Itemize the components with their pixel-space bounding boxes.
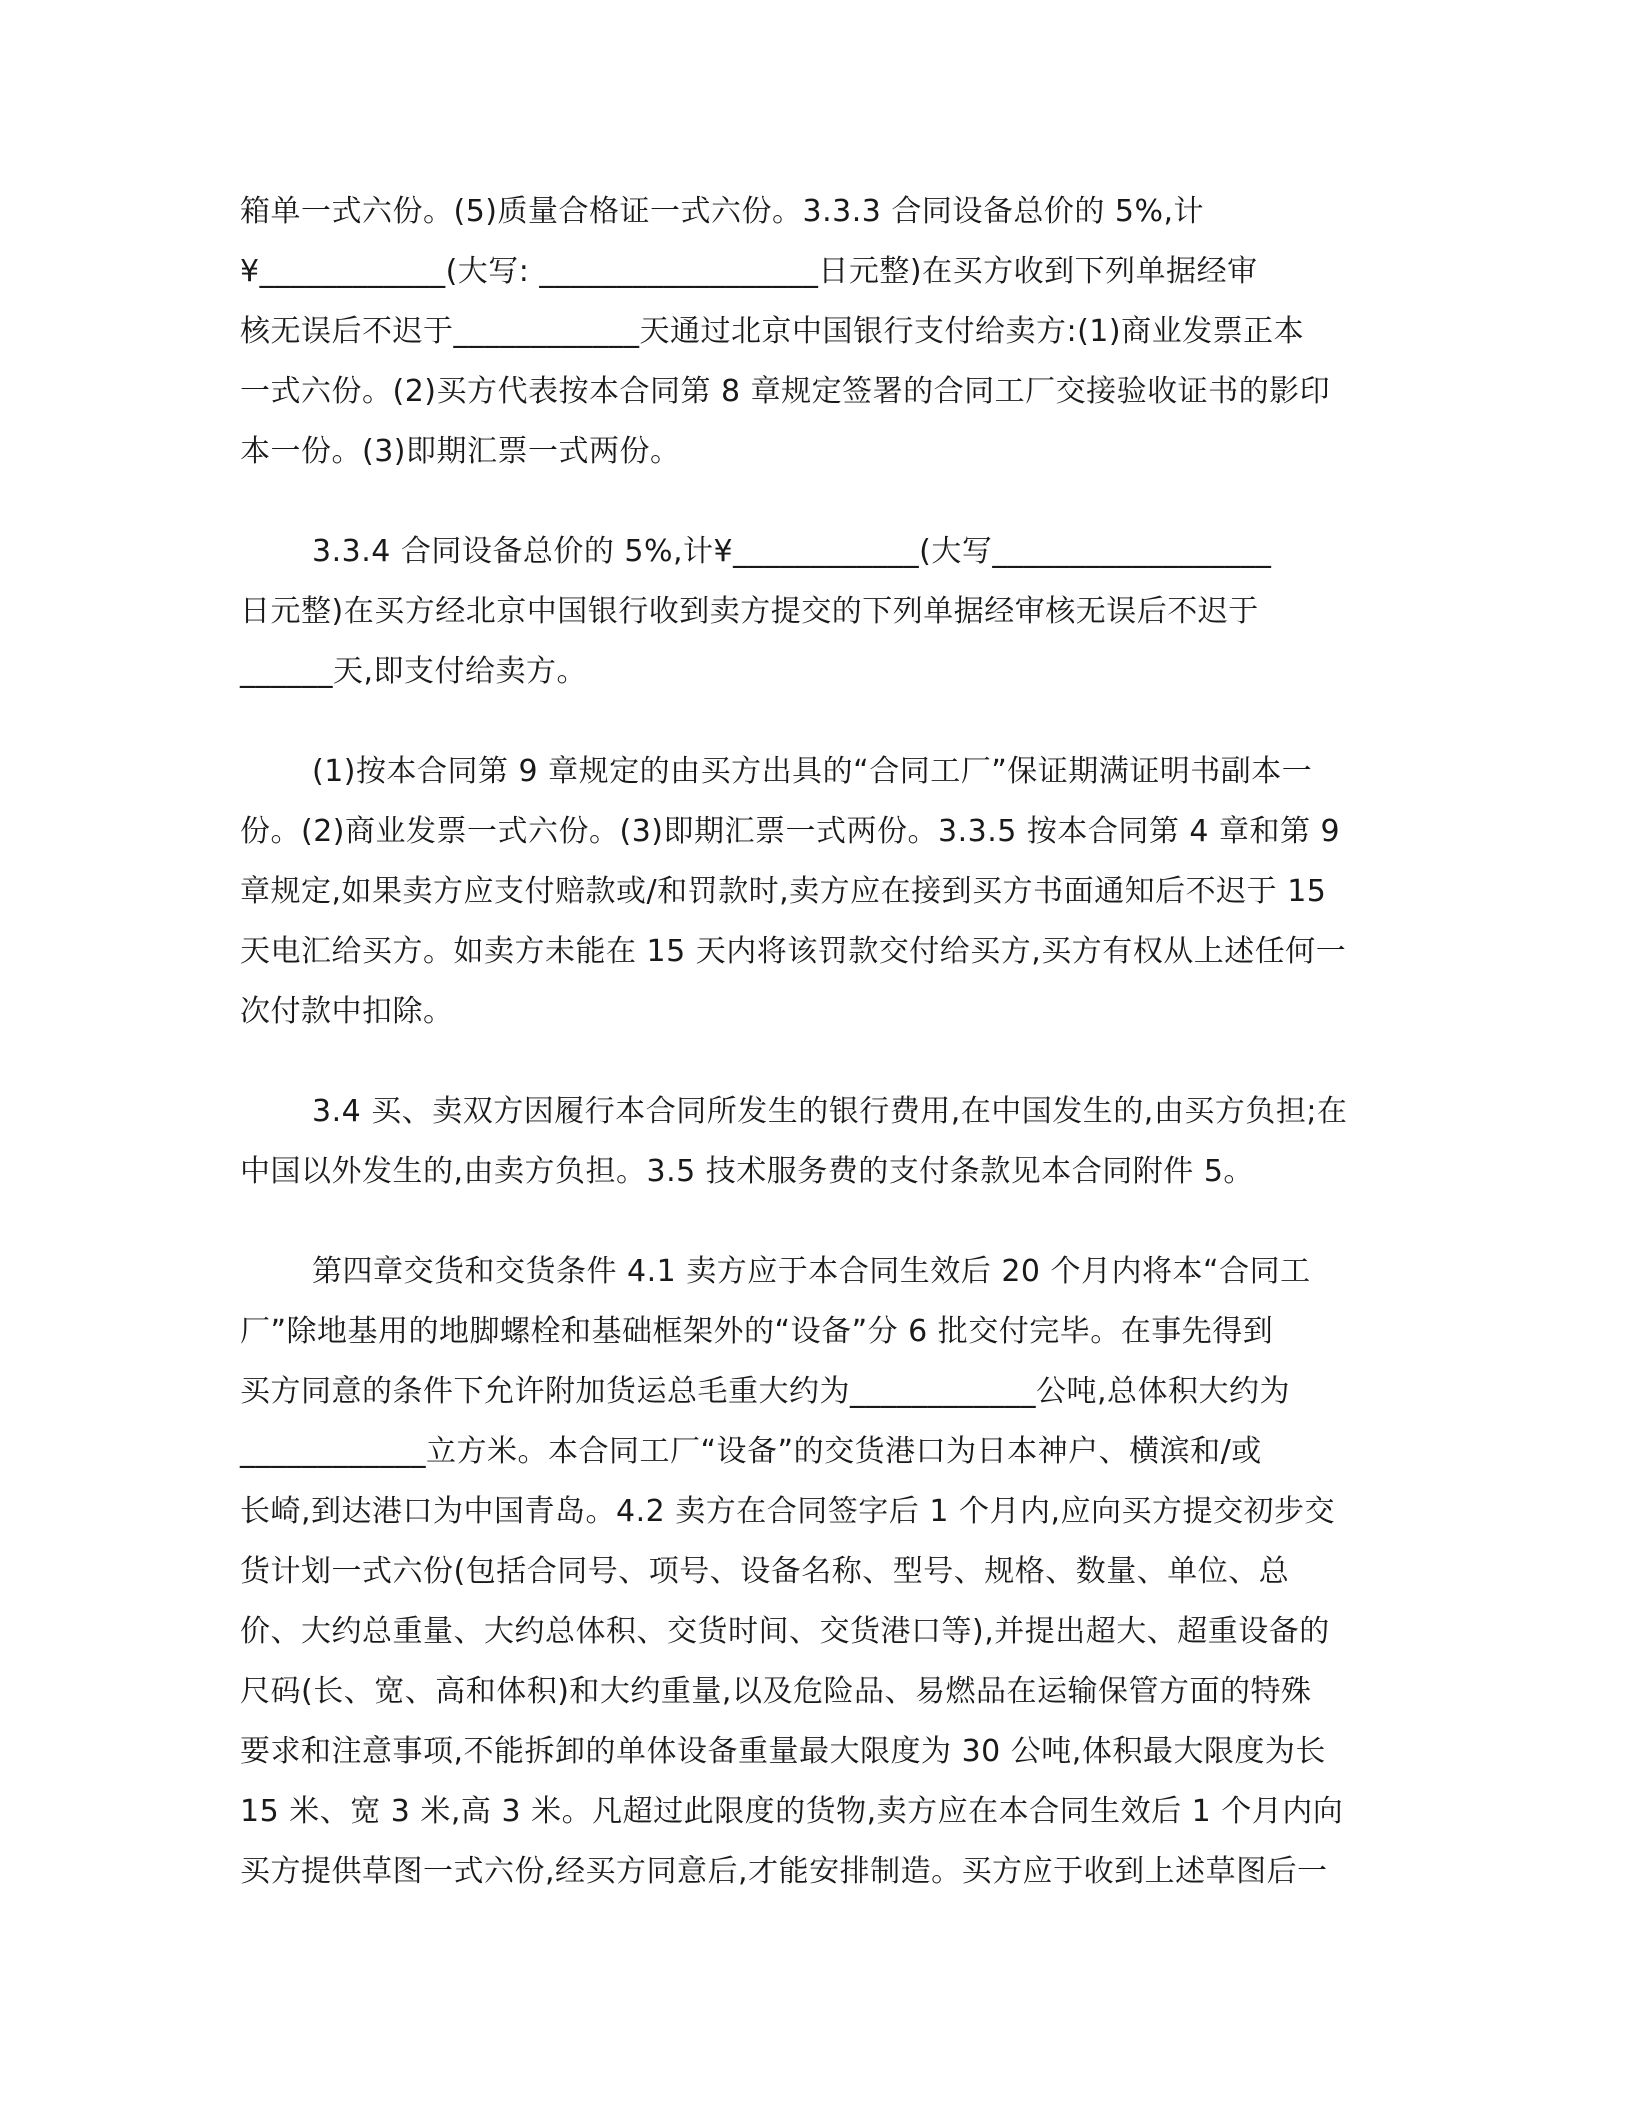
text-line: 次付款中扣除。 <box>240 994 454 1029</box>
text-line: ______天,即支付给卖方。 <box>240 654 588 689</box>
text-line: 份。(2)商业发票一式六份。(3)即期汇票一式两份。3.3.5 按本合同第 4 章和第 9 <box>240 814 1341 849</box>
text-line: 买方提供草图一式六份,经买方同意后,才能安排制造。买方应于收到上述草图后一 <box>240 1854 1328 1889</box>
text-line: (1)按本合同第 9 章规定的由买方出具的“合同工厂”保证期满证明书副本一 <box>312 754 1313 789</box>
text-line: 15 米、宽 3 米,高 3 米。凡超过此限度的货物,卖方应在本合同生效后 1 个月内向 <box>240 1794 1344 1829</box>
text-line: 第四章交货和交货条件 4.1 卖方应于本合同生效后 20 个月内将本“合同工 <box>312 1254 1311 1289</box>
text-line: 3.4 买、卖双方因履行本合同所发生的银行费用,在中国发生的,由买方负担;在 <box>312 1094 1348 1129</box>
text-line: 天电汇给买方。如卖方未能在 15 天内将该罚款交付给买方,买方有权从上述任何一 <box>240 934 1347 969</box>
text-line: 本一份。(3)即期汇票一式两份。 <box>240 434 681 469</box>
text-line: 货计划一式六份(包括合同号、项号、设备名称、型号、规格、数量、单位、总 <box>240 1554 1290 1589</box>
text-line: 长崎,到达港口为中国青岛。4.2 卖方在合同签字后 1 个月内,应向买方提交初步交 <box>240 1494 1335 1529</box>
text-line: 3.3.4 合同设备总价的 5%,计¥____________(大写__________________ <box>312 534 1272 569</box>
text-line: 价、大约总重量、大约总体积、交货时间、交货港口等),并提出超大、超重设备的 <box>240 1614 1330 1649</box>
text-line: 一式六份。(2)买方代表按本合同第 8 章规定签署的合同工厂交接验收证书的影印 <box>240 374 1331 409</box>
text-line: 核无误后不迟于____________天通过北京中国银行支付给卖方:(1)商业发票正本 <box>240 314 1305 349</box>
text-line: 买方同意的条件下允许附加货运总毛重大约为____________公吨,总体积大约为 <box>240 1374 1291 1409</box>
text-line: ____________立方米。本合同工厂“设备”的交货港口为日本神户、横滨和/或 <box>240 1434 1262 1469</box>
text-line: ¥____________(大写: __________________日元整)在买方收到下列单据经审 <box>240 254 1258 289</box>
text-line: 箱单一式六份。(5)质量合格证一式六份。3.3.3 合同设备总价的 5%,计 <box>240 194 1205 229</box>
text-line: 章规定,如果卖方应支付赔款或/和罚款时,卖方应在接到买方书面通知后不迟于 15 <box>240 874 1327 909</box>
text-line: 中国以外发生的,由卖方负担。3.5 技术服务费的支付条款见本合同附件 5。 <box>240 1154 1254 1189</box>
text-line: 要求和注意事项,不能拆卸的单体设备重量最大限度为 30 公吨,体积最大限度为长 <box>240 1734 1326 1769</box>
text-line: 日元整)在买方经北京中国银行收到卖方提交的下列单据经审核无误后不迟于 <box>240 594 1259 629</box>
text-line: 厂”除地基用的地脚螺栓和基础框架外的“设备”分 6 批交付完毕。在事先得到 <box>240 1314 1274 1349</box>
text-line: 尺码(长、宽、高和体积)和大约重量,以及危险品、易燃品在运输保管方面的特殊 <box>240 1674 1312 1709</box>
